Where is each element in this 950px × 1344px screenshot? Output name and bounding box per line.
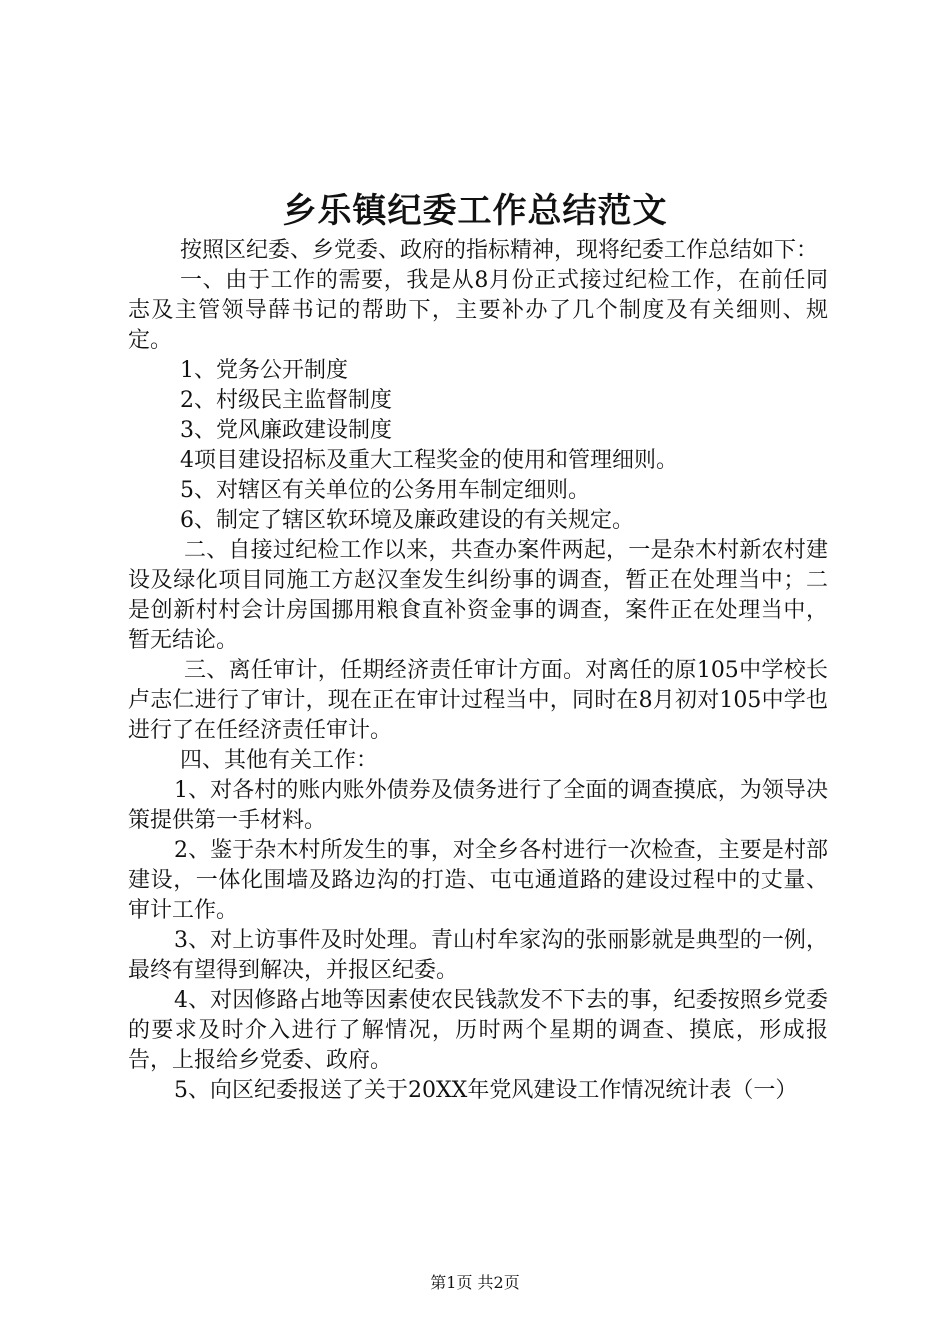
list-item-other-2: 2、鉴于杂木村所发生的事，对全乡各村进行一次检查，主要是村部建设，一体化围墙及路边沟的打造、屯屯通道路的建设过程中的丈量、审计工作。 xyxy=(128,838,828,923)
list-item-system-4: 4项目建设招标及重大工程奖金的使用和管理细则。 xyxy=(180,448,678,473)
list-item-system-3: 3、党风廉政建设制度 xyxy=(180,418,392,443)
paragraph-section-3: 三、离任审计，任期经济责任审计方面。对离任的原105中学校长卢志仁进行了审计，现在正在审计过程当中，同时在8月初对105中学也进行了在任经济责任审计。 xyxy=(128,658,828,743)
document-title: 乡乐镇纪委工作总结范文 xyxy=(282,191,668,231)
list-item-other-1: 1、对各村的账内账外债券及债务进行了全面的调查摸底，为领导决策提供第一手材料。 xyxy=(128,778,828,833)
paragraph-section-2: 二、自接过纪检工作以来，共查办案件两起，一是杂木村新农村建设及绿化项目同施工方赵汉奎发生纠纷事的调查，暂正在处理当中；二是创新村村会计房国挪用粮食直补资金事的调查，案件正在处理当中，暂无结论。 xyxy=(128,538,828,653)
list-item-system-2: 2、村级民主监督制度 xyxy=(180,388,392,413)
paragraph-section-4-heading: 四、其他有关工作： xyxy=(180,748,379,773)
page-number-footer: 第1页 共2页 xyxy=(430,1273,520,1292)
list-item-system-5: 5、对辖区有关单位的公务用车制定细则。 xyxy=(180,478,590,503)
list-item-other-3: 3、对上访事件及时处理。青山村牟家沟的张丽影就是典型的一例，最终有望得到解决，并报区纪委。 xyxy=(128,928,828,983)
document-body xyxy=(128,236,828,1106)
list-item-system-1: 1、党务公开制度 xyxy=(180,358,348,383)
paragraph-section-1: 一、由于工作的需要，我是从8月份正式接过纪检工作，在前任同志及主管领导薛书记的帮助下，主要补办了几个制度及有关细则、规定。 xyxy=(128,268,828,353)
list-item-system-6: 6、制定了辖区软环境及廉政建设的有关规定。 xyxy=(180,508,634,533)
list-item-other-5: 5、向区纪委报送了关于20XX年党风建设工作情况统计表（一） xyxy=(174,1078,798,1103)
paragraph-intro: 按照区纪委、乡党委、政府的指标精神，现将纪委工作总结如下： xyxy=(180,238,819,263)
list-item-other-4: 4、对因修路占地等因素使农民钱款发不下去的事，纪委按照乡党委的要求及时介入进行了解情况，历时两个星期的调查、摸底，形成报告，上报给乡党委、政府。 xyxy=(128,988,828,1073)
